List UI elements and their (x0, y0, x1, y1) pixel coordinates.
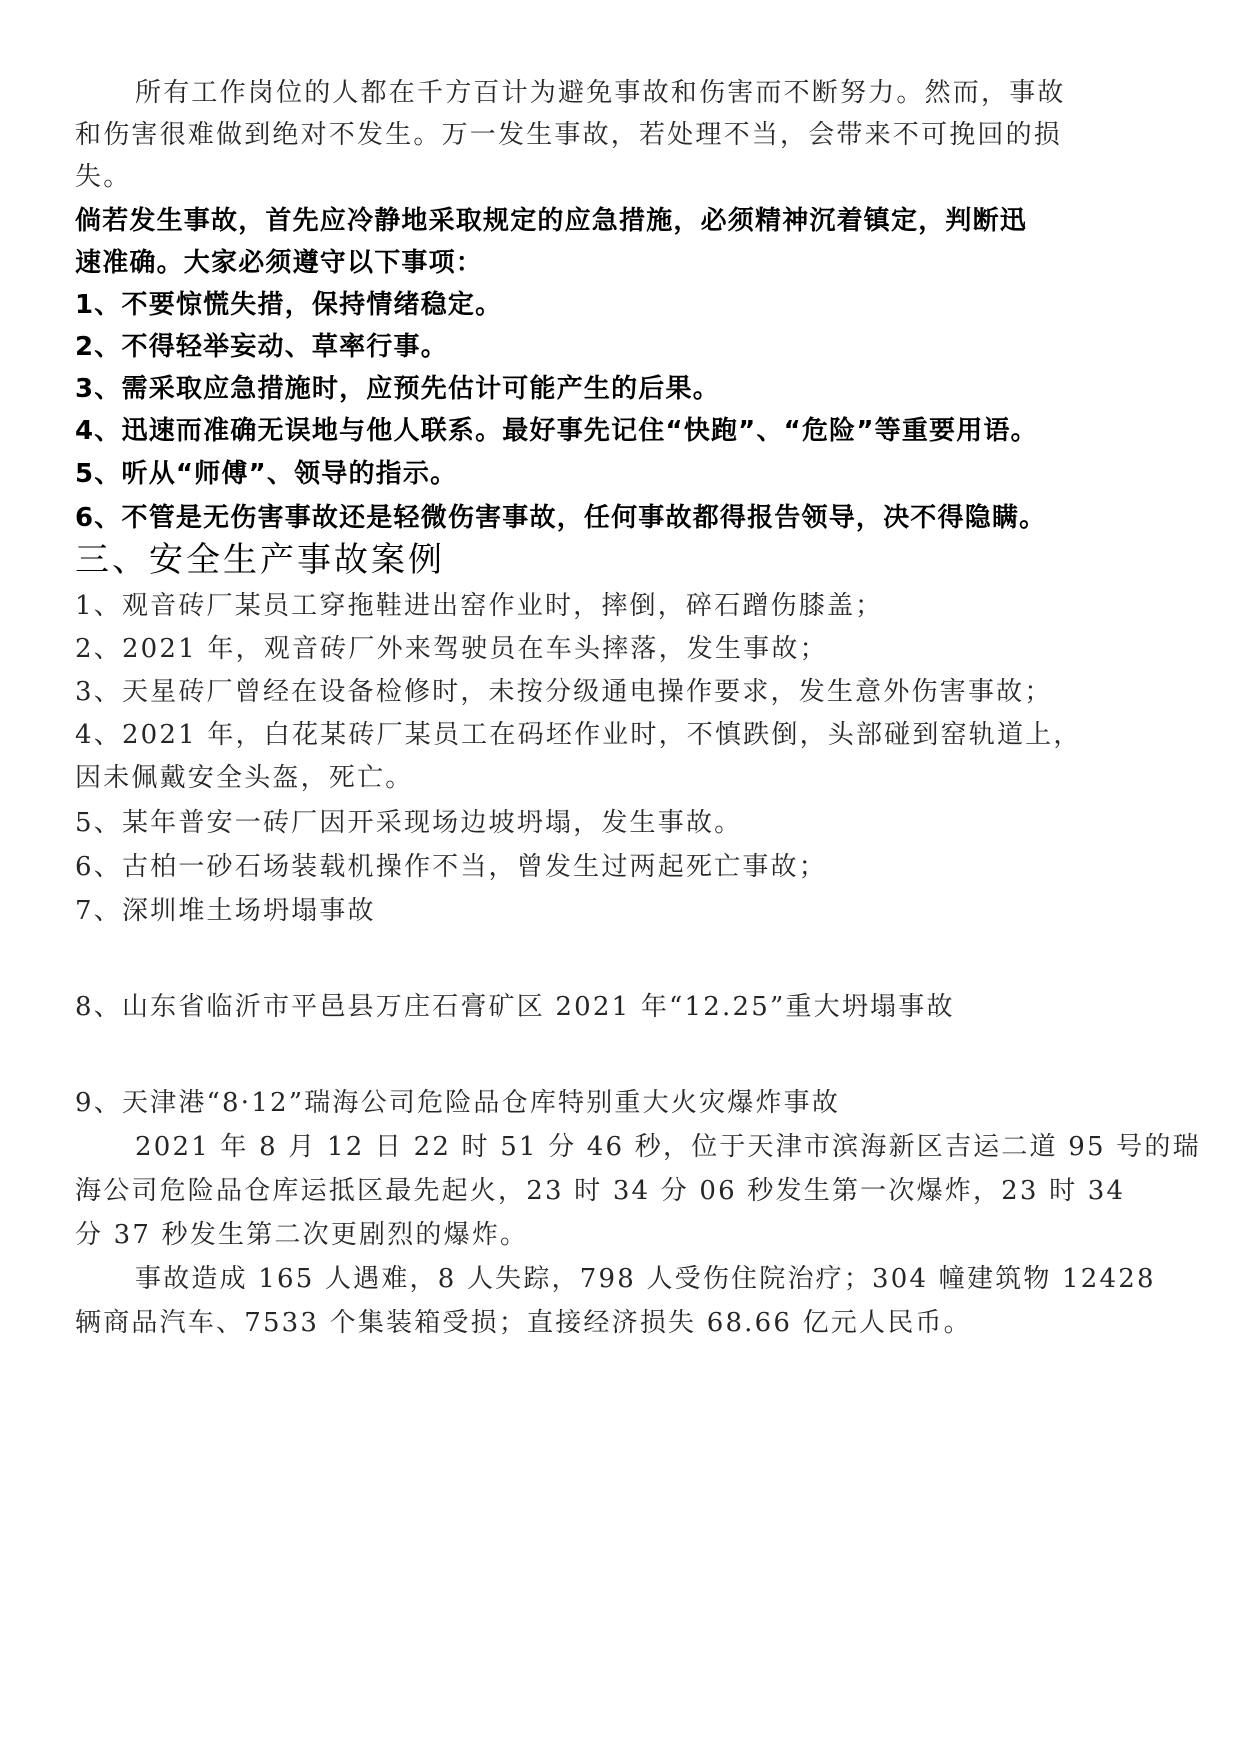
case-3: 3、天星砖厂曾经在设备检修时，未按分级通电操作要求，发生意外伤害事故； (75, 677, 1053, 707)
case-6: 6、古柏一砂石场装载机操作不当，曾发生过两起死亡事故； (75, 852, 827, 882)
emergency-line-1: 倘若发生事故，首先应冷静地采取规定的应急措施，必须精神沉着镇定，判断迅 (75, 206, 1028, 236)
intro-line-2: 和伤害很难做到绝对不发生。万一发生事故，若处理不当，会带来不可挽回的损 (75, 120, 1063, 150)
emergency-item-2: 2、不得轻举妄动、草率行事。 (75, 332, 448, 362)
section-heading: 三、安全生产事故案例 (75, 540, 445, 580)
emergency-item-1: 1、不要惊慌失措，保持情绪稳定。 (75, 290, 503, 320)
intro-line-1: 所有工作岗位的人都在千方百计为避免事故和伤害而不断努力。然而，事故 (135, 78, 1066, 108)
case-4-line-2: 因未佩戴安全头盔，死亡。 (75, 763, 414, 793)
case-1: 1、观音砖厂某员工穿拖鞋进出窑作业时，摔倒，碎石蹭伤膝盖； (75, 591, 884, 621)
case-9-casualties-line-1: 事故造成 165 人遇难，8 人失踪，798 人受伤住院治疗；304 幢建筑物 12428 (135, 1264, 1156, 1294)
case-7: 7、深圳堆土场坍塌事故 (75, 896, 376, 926)
emergency-item-6: 6、不管是无伤害事故还是轻微伤害事故，任何事故都得报告领导，决不得隐瞒。 (75, 503, 1047, 533)
case-9-casualties-line-2: 辆商品汽车、7533 个集装箱受损；直接经济损失 68.66 亿元人民币。 (75, 1308, 972, 1338)
emergency-item-5: 5、听从“师傅”、领导的指示。 (75, 459, 458, 489)
case-2: 2、2021 年，观音砖厂外来驾驶员在车头摔落，发生事故； (75, 634, 828, 664)
case-9-detail-line-1: 2021 年 8 月 12 日 22 时 51 分 46 秒，位于天津市滨海新区吉运二道 95 号的瑞 (135, 1132, 1201, 1162)
emergency-line-2: 速准确。大家必须遵守以下事项： (75, 248, 484, 278)
intro-line-3: 失。 (75, 162, 132, 192)
emergency-item-4: 4、迅速而准确无误地与他人联系。最好事先记住“快跑”、“危险”等重要用语。 (75, 416, 1038, 446)
case-8: 8、山东省临沂市平邑县万庄石膏矿区 2021 年“12.25”重大坍塌事故 (75, 992, 955, 1022)
emergency-item-3: 3、需采取应急措施时，应预先估计可能产生的后果。 (75, 374, 720, 404)
case-9-detail-line-2: 海公司危险品仓库运抵区最先起火，23 时 34 分 06 秒发生第一次爆炸，23 时 34 (75, 1176, 1126, 1206)
case-4-line-1: 4、2021 年，白花某砖厂某员工在码坯作业时，不慎跌倒，头部碰到窑轨道上， (75, 720, 1082, 750)
case-9: 9、天津港“8·12”瑞海公司危险品仓库特别重大火灾爆炸事故 (75, 1088, 841, 1118)
case-5: 5、某年普安一砖厂因开采现场边坡坍塌，发生事故。 (75, 808, 743, 838)
case-9-detail-line-3: 分 37 秒发生第二次更剧烈的爆炸。 (75, 1220, 529, 1250)
